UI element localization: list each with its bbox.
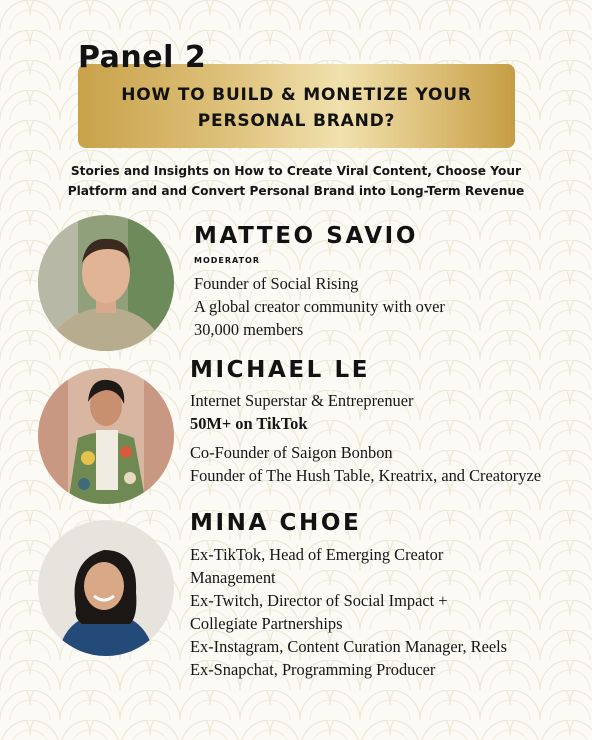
- speaker-photo-michael: [38, 368, 174, 504]
- topic-banner: [78, 64, 515, 148]
- bio-line: Founder of Social Rising: [194, 274, 359, 293]
- panel-subtitle: [0, 161, 592, 201]
- subtitle-line-1: Stories and Insights on How to Create Viral Content, Choose Your: [70, 164, 522, 178]
- banner-line-2: PERSONAL BRAND?: [197, 111, 396, 131]
- bio-line: Collegiate Partnerships: [190, 614, 343, 633]
- bio-line: Ex-Instagram, Content Curation Manager, Reels: [190, 637, 508, 656]
- bio-line: Founder of The Hush Table, Kreatrix, and Creatoryze: [190, 466, 541, 485]
- speaker-name-matteo: MATTEO SAVIO: [194, 223, 418, 249]
- speaker-name-mina: MINA CHOE: [190, 510, 362, 536]
- bio-line: Co-Founder of Saigon Bonbon: [190, 443, 393, 462]
- bio-line: Ex-Snapchat, Programming Producer: [190, 660, 436, 679]
- speaker-bio-mina: [190, 543, 507, 681]
- bio-line: Management: [190, 568, 276, 587]
- bio-line: Ex-Twitch, Director of Social Impact +: [190, 591, 448, 610]
- speaker-name-michael: MICHAEL LE: [190, 357, 371, 383]
- bio-line: Ex-TikTok, Head of Emerging Creator: [190, 545, 444, 564]
- speaker-photo-matteo: [38, 215, 174, 351]
- bio-line-highlight: 50M+ on TikTok: [190, 414, 308, 433]
- panel-title: Panel 2: [78, 40, 207, 75]
- speaker-role-matteo: MODERATOR: [194, 256, 261, 265]
- banner-line-1: HOW TO BUILD & MONETIZE YOUR: [121, 85, 472, 105]
- bio-line: Internet Superstar & Entreprenuer: [190, 391, 414, 410]
- bio-line: A global creator community with over: [194, 297, 445, 316]
- speaker-bio-michael: [190, 389, 541, 487]
- speaker-photo-mina: [38, 520, 174, 656]
- bio-line: 30,000 members: [194, 320, 304, 339]
- speaker-bio-matteo: [194, 272, 445, 341]
- subtitle-line-2: Platform and and Convert Personal Brand into Long-Term Revenue: [67, 184, 525, 198]
